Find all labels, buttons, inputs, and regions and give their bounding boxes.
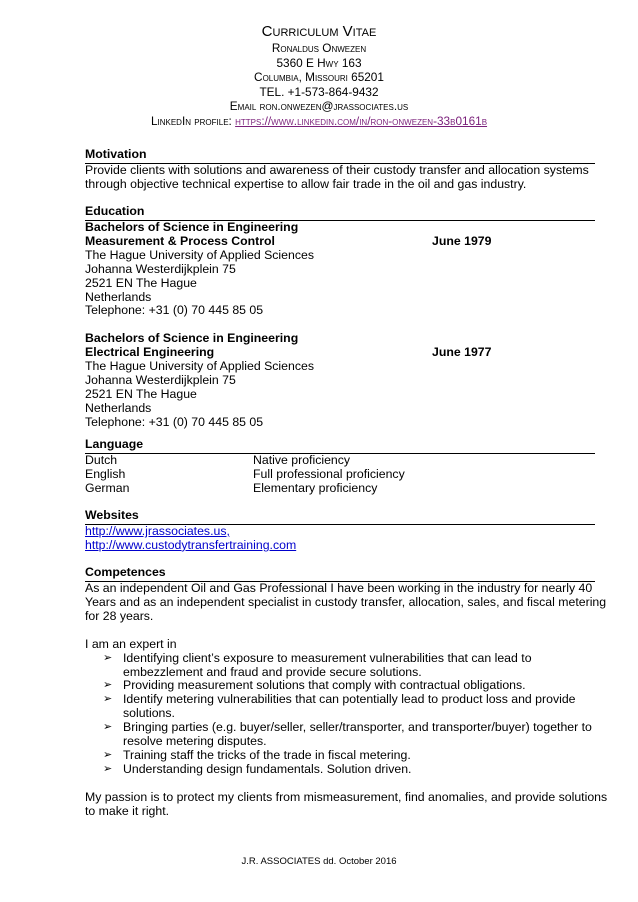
- list-item: [103, 749, 595, 763]
- address-line-2: Columbia, Missouri 65201: [254, 70, 384, 85]
- websites-section: [85, 508, 595, 553]
- list-item-text: embezzlement and fraud and provide secure solutions.: [123, 664, 422, 679]
- resume-header: [0, 22, 638, 129]
- list-item-text: resolve metering disputes.: [123, 734, 267, 749]
- arrow-bullet-icon: ➢: [103, 721, 113, 734]
- language-row: [85, 454, 595, 468]
- section-title-education: Education: [85, 204, 595, 221]
- spacer: [85, 624, 595, 638]
- education-entry: [85, 332, 595, 429]
- language-level: Native proficiency: [253, 453, 351, 467]
- language-level: Full professional proficiency: [253, 466, 405, 481]
- list-item-text: Identifying client’s exposure to measurement vulnerabilities that can lead to: [123, 650, 532, 665]
- email: Email ron.onwezen@jrassociates.us: [229, 99, 409, 114]
- linkedin-link[interactable]: https://www.linkedin.com/in/ron-onwezen-33b0161b: [235, 113, 488, 128]
- arrow-bullet-icon: ➢: [103, 679, 113, 692]
- language-section: [85, 437, 595, 496]
- degree-field: Measurement & Process Control: [85, 233, 275, 248]
- degree-field: Electrical Engineering: [85, 345, 215, 360]
- page-title: Curriculum Vitae: [261, 23, 377, 40]
- graduation-date: June 1979: [432, 233, 492, 248]
- closing-line: My passion is to protect my clients from mismeasurement, find anomalies, and provide solutions: [85, 789, 608, 804]
- list-item: [103, 721, 595, 749]
- linkedin-label: LinkedIn profile:: [150, 113, 232, 128]
- school-name: The Hague University of Applied Sciences: [85, 359, 314, 374]
- school-phone: Telephone: +31 (0) 70 445 85 05: [85, 414, 264, 429]
- arrow-bullet-icon: ➢: [103, 651, 113, 664]
- telephone: TEL. +1-573-864-9432: [259, 84, 379, 99]
- list-item-text: Providing measurement solutions that comply with contractual obligations.: [123, 678, 526, 693]
- degree: Bachelors of Science in Engineering: [85, 331, 299, 346]
- section-title-motivation: Motivation: [85, 147, 595, 164]
- closing-line: to make it right.: [85, 803, 170, 818]
- page-footer: J.R. ASSOCIATES dd. October 2016: [241, 856, 397, 867]
- language-name: Dutch: [85, 453, 118, 467]
- list-item: [103, 652, 595, 680]
- degree-field-row: [85, 346, 595, 360]
- list-item: [103, 693, 595, 721]
- list-item-text: Training staff the tricks of the trade in fiscal metering.: [123, 747, 411, 762]
- list-item-text: solutions.: [123, 706, 175, 721]
- education-section: [85, 204, 595, 430]
- school-country: Netherlands: [85, 400, 152, 415]
- school-postal: 2521 EN The Hague: [85, 275, 197, 290]
- motivation-line: through objective technical expertise to allow fair trade in the oil and gas industry.: [85, 176, 527, 191]
- spacer: [85, 318, 595, 332]
- school-postal: 2521 EN The Hague: [85, 386, 197, 401]
- language-name: German: [85, 480, 130, 495]
- candidate-name: Ronaldus Onwezen: [271, 41, 367, 55]
- section-title-websites: Websites: [85, 508, 595, 525]
- school-phone: Telephone: +31 (0) 70 445 85 05: [85, 303, 264, 318]
- competences-intro-line: Years and as an independent specialist in custody transfer, allocation, sales, and fiscal metering: [85, 594, 607, 609]
- expertise-list: [85, 652, 595, 777]
- list-item-text: Identify metering vulnerabilities that can potentially lead to product loss and provide: [123, 692, 576, 707]
- competences-section: [85, 565, 608, 819]
- competences-intro-line: As an independent Oil and Gas Professional I have been working in the industry for nearly 40: [85, 581, 593, 595]
- section-title-language: Language: [85, 437, 595, 454]
- degree-field-row: [85, 235, 595, 249]
- school-street: Johanna Westerdijkplein 75: [85, 373, 236, 388]
- competences-intro-line: for 28 years.: [85, 608, 154, 623]
- degree: Bachelors of Science in Engineering: [85, 220, 299, 234]
- linkedin-row: [0, 114, 638, 129]
- address-line-1: 5360 E Hwy 163: [276, 55, 362, 70]
- section-title-competences: Competences: [85, 565, 595, 582]
- list-item-text: Bringing parties (e.g. buyer/seller, seller/transporter, and transporter/buyer) together to: [123, 720, 592, 735]
- school-country: Netherlands: [85, 289, 152, 304]
- website-link-custodytransfertraining[interactable]: http://www.custodytransfertraining.com: [85, 537, 297, 552]
- education-entry: [85, 221, 595, 318]
- website-link-jrassociates[interactable]: http://www.jrassociates.us,: [85, 524, 230, 538]
- arrow-bullet-icon: ➢: [103, 748, 113, 761]
- expert-label: I am an expert in: [85, 636, 177, 651]
- list-item: [103, 763, 595, 777]
- school-street: Johanna Westerdijkplein 75: [85, 261, 236, 276]
- arrow-bullet-icon: ➢: [103, 762, 113, 775]
- graduation-date: June 1977: [432, 345, 492, 360]
- arrow-bullet-icon: ➢: [103, 693, 113, 706]
- language-row: [85, 482, 595, 496]
- list-item-text: Understanding design fundamentals. Solution driven.: [123, 761, 412, 776]
- list-item: [103, 679, 595, 693]
- motivation-line: Provide clients with solutions and awareness of their custody transfer and allocation systems: [85, 163, 589, 177]
- spacer: [85, 777, 595, 791]
- school-name: The Hague University of Applied Sciences: [85, 247, 314, 262]
- motivation-section: [85, 147, 595, 192]
- language-row: [85, 468, 595, 482]
- language-level: Elementary proficiency: [253, 480, 378, 495]
- language-name: English: [85, 466, 126, 481]
